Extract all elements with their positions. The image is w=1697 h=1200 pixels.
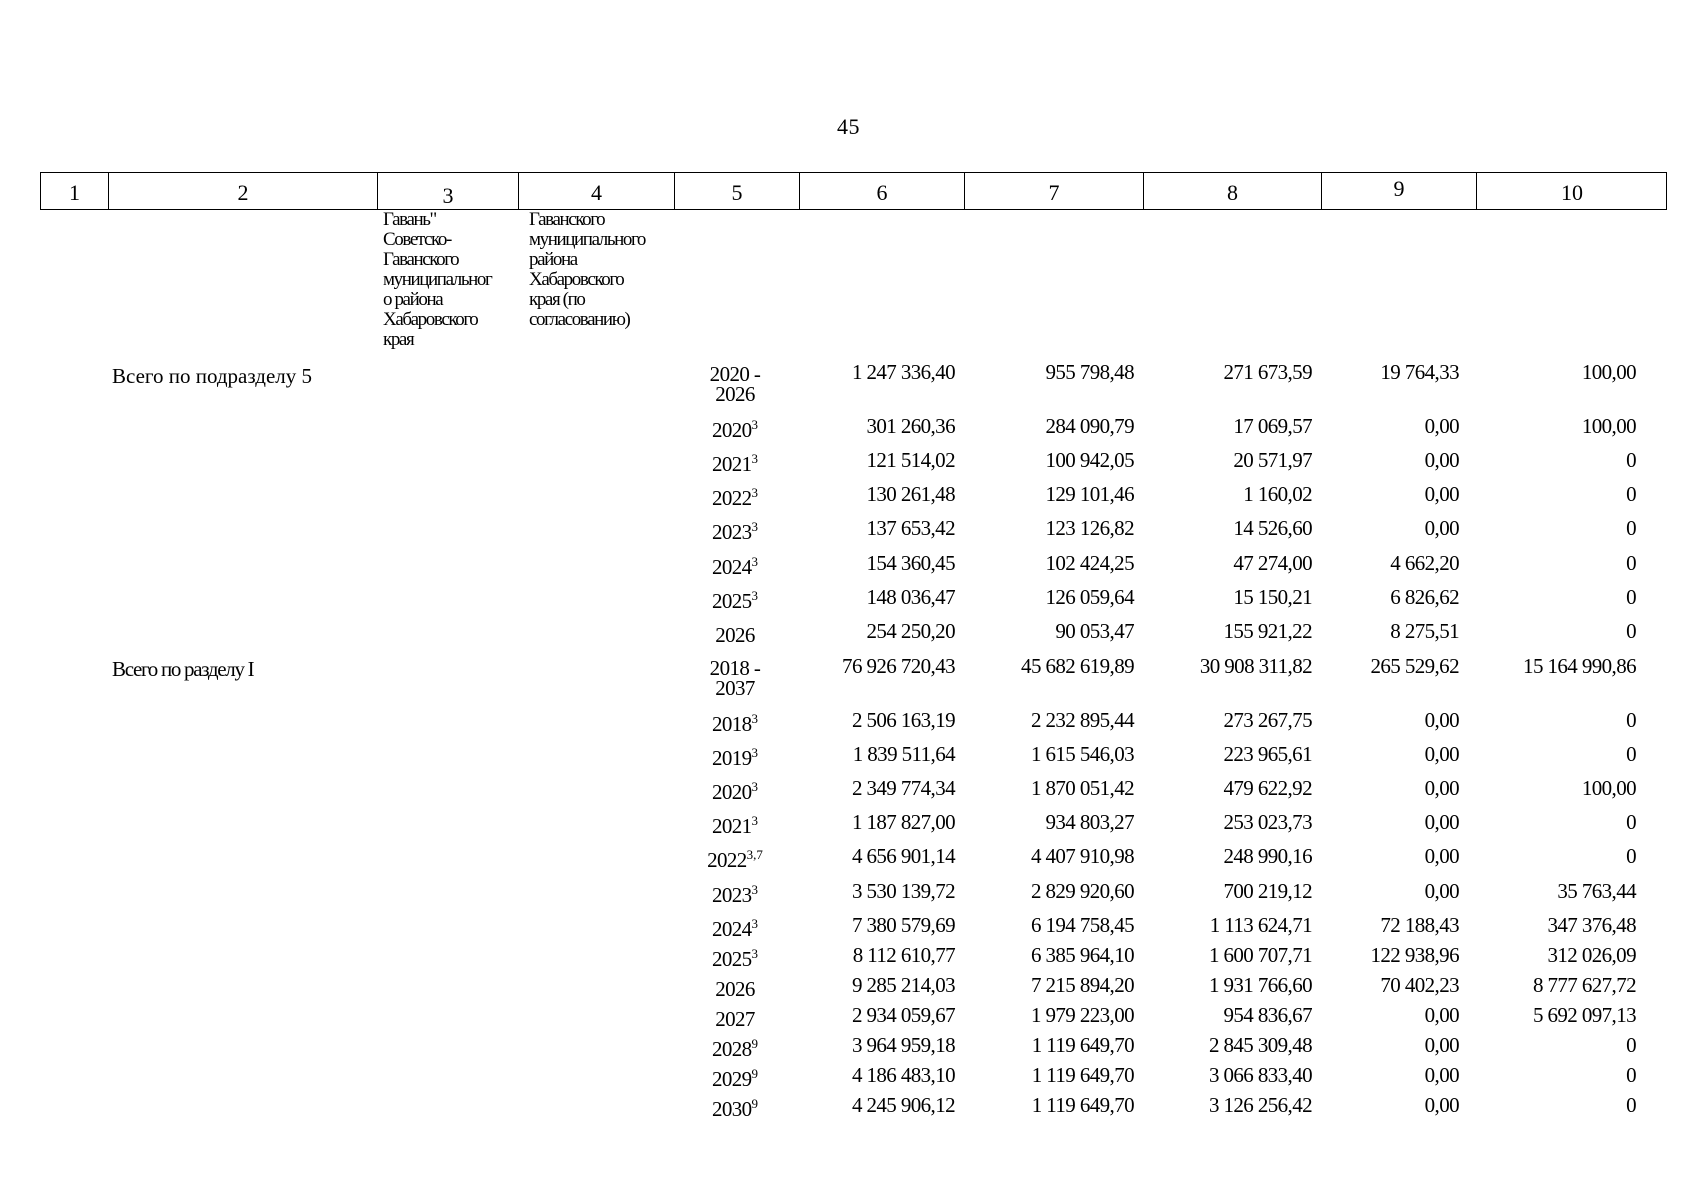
header-col-10: 10 <box>1561 180 1583 205</box>
value-col-7: 90 053,47 <box>1055 619 1134 643</box>
value-col-10: 0 <box>1626 810 1636 834</box>
value-col-7: 1 119 649,70 <box>1031 1033 1134 1057</box>
value-col-8: 1 160,02 <box>1243 482 1312 506</box>
header-col-7: 7 <box>1048 180 1060 205</box>
value-col-7: 4 407 910,98 <box>1030 844 1134 868</box>
value-col-8: 14 526,60 <box>1233 516 1312 540</box>
value-col-9: 0,00 <box>1424 742 1459 766</box>
value-col-8: 3 066 833,40 <box>1208 1063 1312 1087</box>
value-col-10: 0 <box>1626 1063 1636 1087</box>
value-col-9: 19 764,33 <box>1380 360 1459 384</box>
continued-text-col4: Гаванского муниципального района Хабаровского края (по согласованию) <box>529 209 645 330</box>
footnote-ref: 3 <box>751 417 759 432</box>
value-col-9: 6 826,62 <box>1390 585 1459 609</box>
year-text: 2023 <box>711 520 752 544</box>
year-text: 2018 <box>711 712 752 736</box>
year-text: 2022 <box>711 486 752 510</box>
year-text: 2029 <box>711 1067 752 1091</box>
year-cell <box>680 848 790 873</box>
value-col-6: 130 261,48 <box>866 482 955 506</box>
year-text: 2022 <box>707 848 747 872</box>
value-col-7: 102 424,25 <box>1045 551 1134 575</box>
value-col-10: 0 <box>1626 551 1636 575</box>
value-col-8: 253 023,73 <box>1223 810 1312 834</box>
year-cell <box>680 486 790 511</box>
value-col-6: 154 360,45 <box>866 551 955 575</box>
value-col-7: 2 232 895,44 <box>1030 708 1134 732</box>
value-col-8: 1 931 766,60 <box>1208 973 1312 997</box>
value-col-7: 129 101,46 <box>1045 482 1134 506</box>
value-col-9: 8 275,51 <box>1390 619 1459 643</box>
header-col-2: 2 <box>237 180 249 205</box>
footnote-ref: 3 <box>751 946 759 961</box>
value-col-8: 15 150,21 <box>1233 585 1312 609</box>
year-cell <box>680 555 790 580</box>
year-text: 2023 <box>711 883 752 907</box>
footnote-ref: 3 <box>751 916 759 931</box>
year-text: 2026 <box>715 977 755 1001</box>
value-col-9: 4 662,20 <box>1390 551 1459 575</box>
footnote-ref: 3 <box>751 745 759 760</box>
year-cell <box>680 418 790 443</box>
value-col-9: 0,00 <box>1424 844 1459 868</box>
year-text: 2027 <box>715 1007 755 1031</box>
value-col-8: 47 274,00 <box>1233 551 1312 575</box>
value-col-6: 137 653,42 <box>866 516 955 540</box>
year-text: 2024 <box>711 555 752 579</box>
value-col-9: 0,00 <box>1424 879 1459 903</box>
value-col-6: 1 247 336,40 <box>851 360 955 384</box>
value-col-6: 4 186 483,10 <box>851 1063 955 1087</box>
value-col-6: 2 349 774,34 <box>851 776 955 800</box>
value-col-9: 0,00 <box>1424 1093 1459 1117</box>
value-col-7: 955 798,48 <box>1045 360 1134 384</box>
footnote-ref: 9 <box>751 1036 759 1051</box>
value-col-9: 0,00 <box>1424 810 1459 834</box>
year-cell <box>680 1007 790 1032</box>
value-col-8: 273 267,75 <box>1223 708 1312 732</box>
value-col-6: 4 245 906,12 <box>851 1093 955 1117</box>
year-text: 2020 <box>711 780 752 804</box>
value-col-6: 3 530 139,72 <box>851 879 955 903</box>
value-col-10: 0 <box>1626 1093 1636 1117</box>
footnote-ref: 3 <box>751 711 759 726</box>
year-cell <box>680 452 790 477</box>
year-text: 2024 <box>711 917 752 941</box>
year-cell <box>680 977 790 1002</box>
value-col-8: 223 965,61 <box>1223 742 1312 766</box>
value-col-8: 17 069,57 <box>1233 414 1312 438</box>
value-col-8: 1 113 624,71 <box>1209 913 1312 937</box>
year-cell <box>680 1037 790 1062</box>
value-col-6: 1 839 511,64 <box>852 742 955 766</box>
header-col-6: 6 <box>876 180 888 205</box>
value-col-7: 6 385 964,10 <box>1030 943 1134 967</box>
year-cell <box>680 520 790 545</box>
value-col-10: 312 026,09 <box>1547 943 1636 967</box>
year-cell <box>680 746 790 771</box>
year-cell <box>680 712 790 737</box>
value-col-6: 254 250,20 <box>866 619 955 643</box>
value-col-9: 265 529,62 <box>1370 654 1459 678</box>
value-col-10: 0 <box>1626 482 1636 506</box>
table-header <box>40 172 1667 210</box>
value-col-10: 0 <box>1626 516 1636 540</box>
header-col-1: 1 <box>69 180 80 205</box>
year-text: 2030 <box>711 1097 752 1121</box>
value-col-10: 100,00 <box>1581 776 1636 800</box>
value-col-6: 9 285 214,03 <box>851 973 955 997</box>
value-col-6: 2 934 059,67 <box>851 1003 955 1027</box>
value-col-9: 0,00 <box>1424 516 1459 540</box>
value-col-7: 126 059,64 <box>1045 585 1134 609</box>
year-cell <box>680 1067 790 1092</box>
value-col-8: 271 673,59 <box>1223 360 1312 384</box>
value-col-10: 0 <box>1626 844 1636 868</box>
value-col-7: 1 615 546,03 <box>1030 742 1134 766</box>
value-col-7: 6 194 758,45 <box>1030 913 1134 937</box>
header-col-4: 4 <box>591 180 602 205</box>
value-col-10: 15 164 990,86 <box>1523 654 1636 678</box>
value-col-10: 0 <box>1626 1033 1636 1057</box>
value-col-9: 72 188,43 <box>1380 913 1459 937</box>
value-col-10: 0 <box>1626 448 1636 472</box>
value-col-8: 3 126 256,42 <box>1208 1093 1312 1117</box>
year-cell: 2020 - 2026 <box>709 362 761 406</box>
value-col-10: 100,00 <box>1581 414 1636 438</box>
value-col-8: 30 908 311,82 <box>1199 654 1312 678</box>
value-col-10: 100,00 <box>1581 360 1636 384</box>
section-label: Всего по разделу I <box>112 657 254 681</box>
value-col-7: 2 829 920,60 <box>1030 879 1134 903</box>
value-col-7: 1 119 649,70 <box>1031 1063 1134 1087</box>
year-text: 2019 <box>711 746 752 770</box>
value-col-7: 45 682 619,89 <box>1021 654 1134 678</box>
value-col-8: 700 219,12 <box>1223 879 1312 903</box>
year-cell <box>680 1097 790 1122</box>
value-col-10: 8 777 627,72 <box>1532 973 1636 997</box>
value-col-9: 0,00 <box>1424 1003 1459 1027</box>
value-col-9: 122 938,96 <box>1370 943 1459 967</box>
footnote-ref: 3 <box>751 554 759 569</box>
value-col-9: 0,00 <box>1424 776 1459 800</box>
value-col-8: 954 836,67 <box>1223 1003 1312 1027</box>
value-col-6: 2 506 163,19 <box>851 708 955 732</box>
value-col-6: 3 964 959,18 <box>851 1033 955 1057</box>
value-col-10: 0 <box>1626 585 1636 609</box>
header-col-8: 8 <box>1227 180 1238 205</box>
footnote-ref: 3 <box>751 588 759 603</box>
footnote-ref: 3 <box>751 519 759 534</box>
value-col-8: 248 990,16 <box>1223 844 1312 868</box>
value-col-6: 301 260,36 <box>866 414 955 438</box>
year-cell <box>680 780 790 805</box>
value-col-7: 284 090,79 <box>1045 414 1134 438</box>
value-col-8: 2 845 309,48 <box>1208 1033 1312 1057</box>
value-col-9: 0,00 <box>1424 482 1459 506</box>
value-col-9: 0,00 <box>1424 448 1459 472</box>
value-col-7: 1 979 223,00 <box>1030 1003 1134 1027</box>
year-cell <box>680 589 790 614</box>
value-col-10: 0 <box>1626 742 1636 766</box>
value-col-8: 1 600 707,71 <box>1208 943 1312 967</box>
year-text: 2021 <box>711 814 752 838</box>
value-col-9: 0,00 <box>1424 1063 1459 1087</box>
value-col-7: 1 119 649,70 <box>1031 1093 1134 1117</box>
footnote-ref: 9 <box>751 1066 759 1081</box>
year-cell <box>680 623 790 648</box>
year-cell <box>680 814 790 839</box>
footnote-ref: 3 <box>751 813 759 828</box>
footnote-ref: 9 <box>751 1096 759 1111</box>
year-cell <box>680 917 790 942</box>
year-text: 2020 <box>711 418 752 442</box>
continued-text-col3: Гавань" Советско- Гаванского муниципальног о района Хабаровского края <box>383 209 492 350</box>
value-col-7: 1 870 051,42 <box>1030 776 1134 800</box>
value-col-7: 7 215 894,20 <box>1030 973 1134 997</box>
value-col-9: 70 402,23 <box>1380 973 1459 997</box>
header-col-3: 3 <box>442 183 454 208</box>
value-col-8: 479 622,92 <box>1223 776 1312 800</box>
value-col-6: 4 656 901,14 <box>851 844 955 868</box>
value-col-10: 35 763,44 <box>1557 879 1636 903</box>
value-col-6: 76 926 720,43 <box>842 654 955 678</box>
header-col-9: 9 <box>1393 176 1405 201</box>
footnote-ref: 3 <box>751 485 759 500</box>
value-col-10: 5 692 097,13 <box>1532 1003 1636 1027</box>
year-text: 2021 <box>711 452 752 476</box>
footnote-ref: 3 <box>751 882 759 897</box>
value-col-6: 121 514,02 <box>866 448 955 472</box>
value-col-9: 0,00 <box>1424 708 1459 732</box>
value-col-7: 123 126,82 <box>1045 516 1134 540</box>
year-text: 2025 <box>711 589 752 613</box>
value-col-10: 347 376,48 <box>1547 913 1636 937</box>
section-label: Всего по подразделу 5 <box>112 364 313 388</box>
value-col-10: 0 <box>1626 708 1636 732</box>
value-col-6: 7 380 579,69 <box>851 913 955 937</box>
value-col-6: 1 187 827,00 <box>851 810 955 834</box>
value-col-7: 100 942,05 <box>1045 448 1134 472</box>
year-text: 2026 <box>715 623 755 647</box>
value-col-10: 0 <box>1626 619 1636 643</box>
header-col-5: 5 <box>731 180 743 205</box>
year-cell <box>680 947 790 972</box>
value-col-9: 0,00 <box>1424 414 1459 438</box>
value-col-6: 8 112 610,77 <box>852 943 955 967</box>
value-col-8: 155 921,22 <box>1223 619 1312 643</box>
footnote-ref: 3,7 <box>746 847 763 862</box>
value-col-7: 934 803,27 <box>1045 810 1134 834</box>
footnote-ref: 3 <box>751 779 759 794</box>
year-cell: 2018 - 2037 <box>709 656 761 700</box>
year-text: 2025 <box>711 947 752 971</box>
page-number: 45 <box>837 114 860 139</box>
year-cell <box>680 883 790 908</box>
year-text: 2028 <box>711 1037 752 1061</box>
value-col-8: 20 571,97 <box>1233 448 1312 472</box>
value-col-9: 0,00 <box>1424 1033 1459 1057</box>
footnote-ref: 3 <box>751 451 759 466</box>
value-col-6: 148 036,47 <box>866 585 955 609</box>
